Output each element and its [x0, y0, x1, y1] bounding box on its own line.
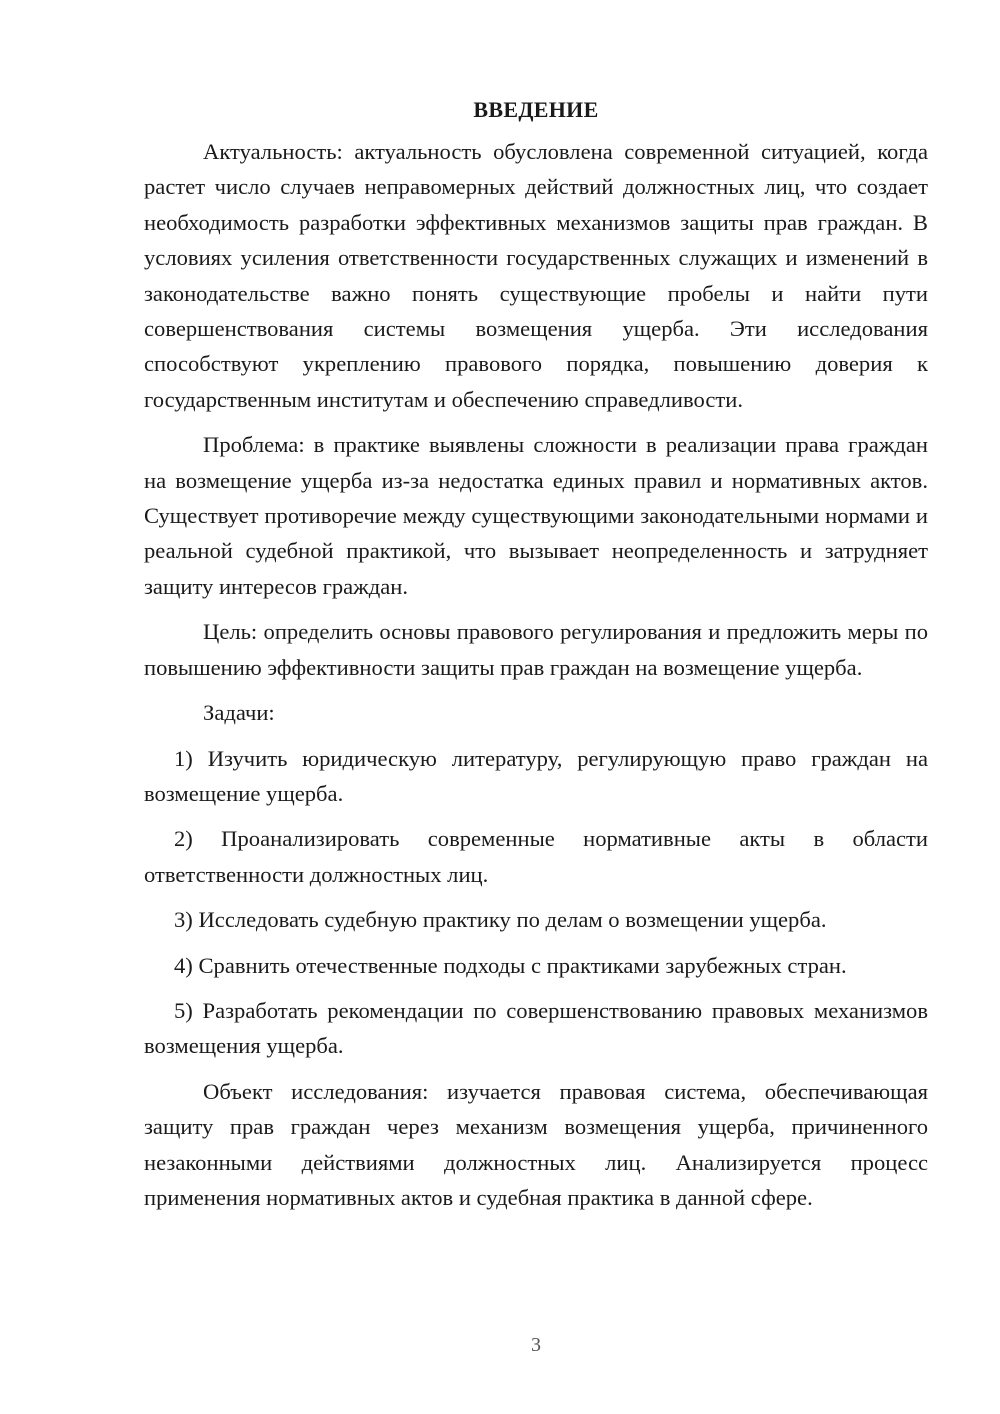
task-item-2: 2) Проанализировать современные нормативные акты в области ответственности должностных лиц.: [144, 826, 928, 887]
task-item-3: 3) Исследовать судебную практику по делам о возмещении ущерба.: [174, 907, 827, 933]
task-item-5: 5) Разработать рекомендации по совершенствованию правовых механизмов возмещения ущерба.: [144, 997, 928, 1059]
paragraph-object: Объект исследования: изучается правовая система, обеспечивающая защиту прав граждан через механизм возмещения ущерба, причиненного незаконными действиями должностных лиц. Анализируется процесс применения нормативных актов и судебная практика в данной сфере.: [144, 1078, 928, 1210]
paragraph-problem: Проблема: в практике выявлены сложности в реализации права граждан на возмещение ущерба из-за недостатка единых правил и нормативных актов. Существует противоречие между существующими законодательными нормами и реальной судебной практикой, что вызывает неопределенность и затрудняет защиту интересов граждан.: [144, 432, 928, 599]
task-item-4: 4) Сравнить отечественные подходы с практиками зарубежных стран.: [174, 952, 847, 978]
page-number: 3: [531, 1334, 541, 1356]
paragraph-relevance: Актуальность: актуальность обусловлена современной ситуацией, когда растет число случаев неправомерных действий должностных лиц, что создает необходимость разработки эффективных механизмов защиты прав граждан. В условиях усиления ответственности государственных служащих и изменений в законодательстве важно понять существующие пробелы и найти пути совершенствования системы возмещения ущерба. Эти исследования способствуют укреплению правового порядка, повышению доверия к государственным институтам и обеспечению справедливости.: [144, 139, 928, 412]
page-title: ВВЕДЕНИЕ: [473, 97, 599, 122]
paragraph-goal: Цель: определить основы правового регулирования и предложить меры по повышению эффективности защиты прав граждан на возмещение ущерба.: [144, 619, 928, 680]
document-page: [144, 92, 928, 1215]
tasks-label: Задачи:: [203, 700, 275, 726]
task-item-1: 1) Изучить юридическую литературу, регулирующую право граждан на возмещение ущерба.: [144, 745, 928, 806]
